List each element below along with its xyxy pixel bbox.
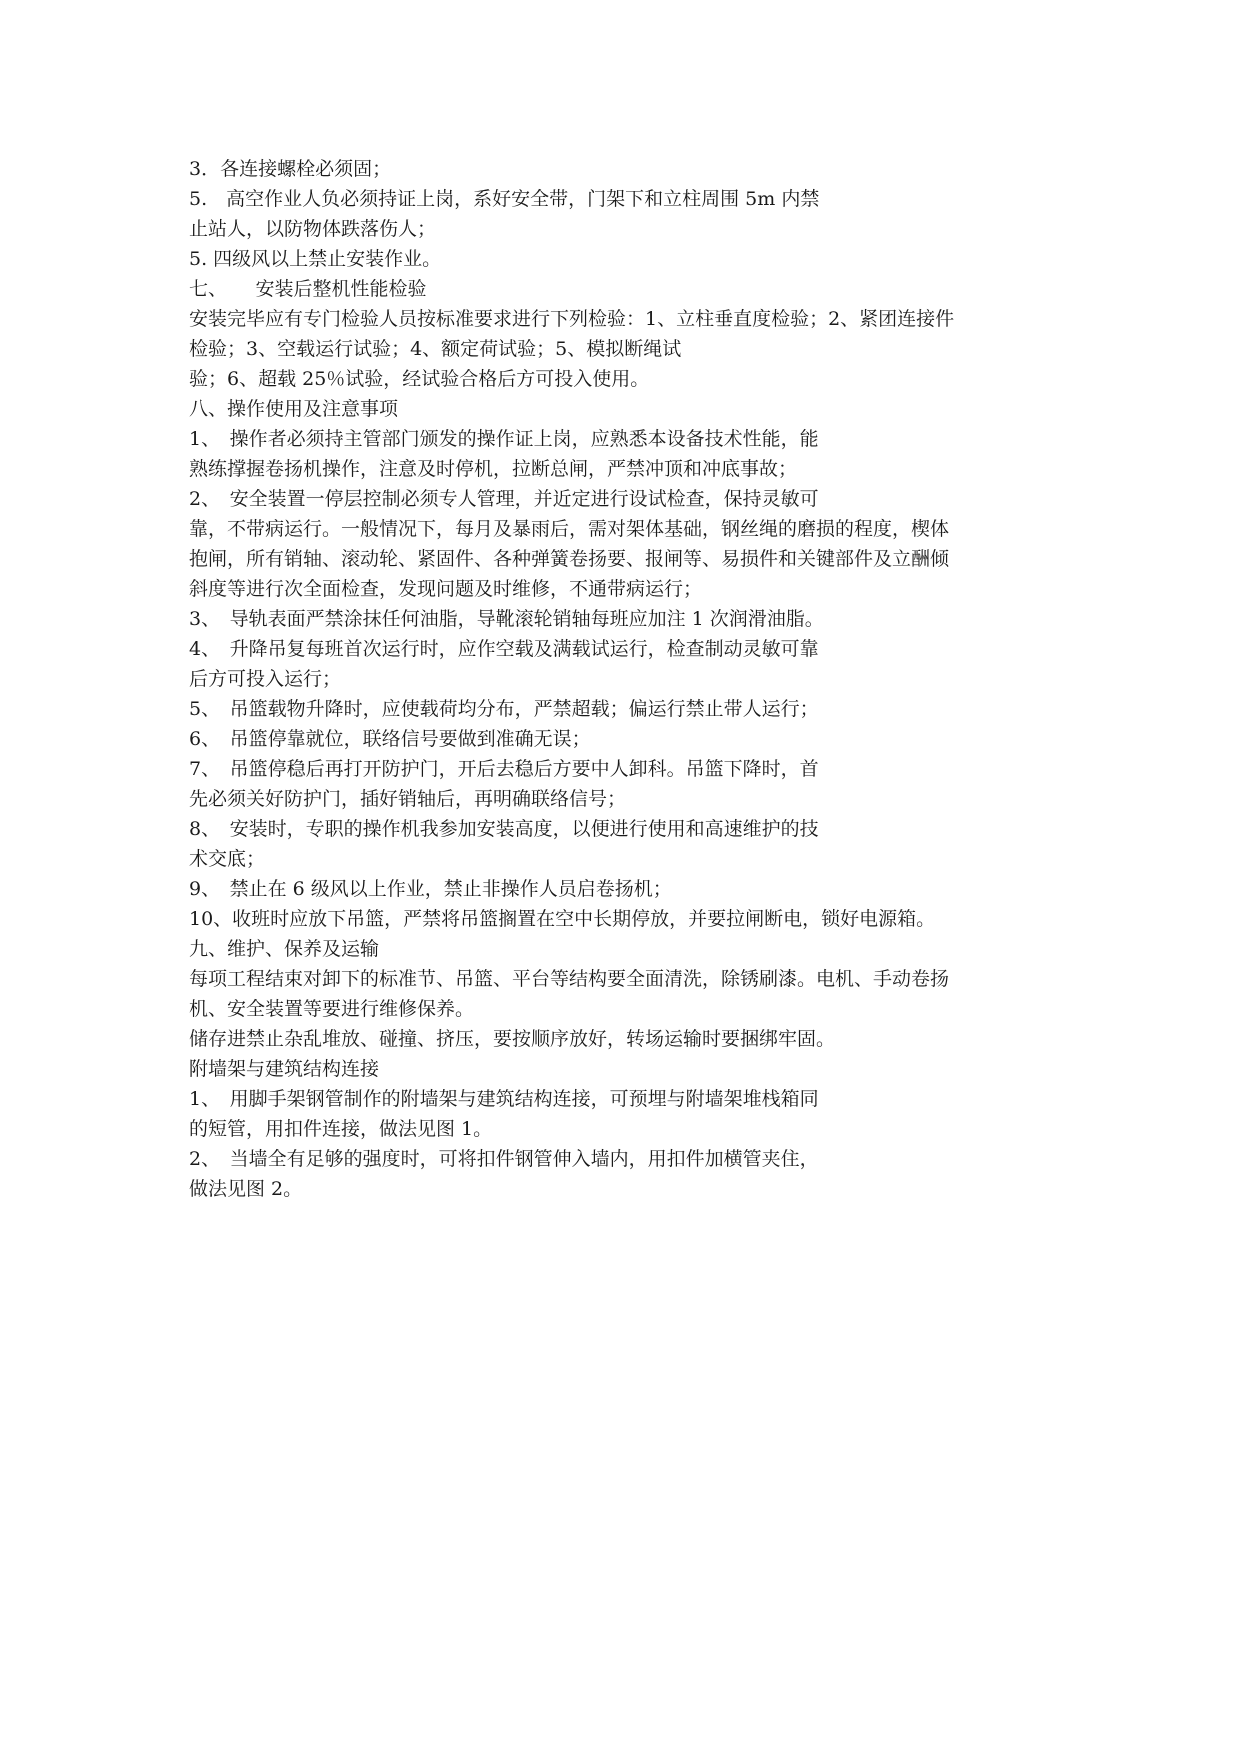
- text-line: 7、 吊篮停稳后再打开防护门，开后去稳后方要中人卸科。吊篮下降时，首: [189, 758, 819, 780]
- section-heading: 七、 安装后整机性能检验: [189, 278, 427, 300]
- text-line: 储存进禁止杂乱堆放、碰撞、挤压，要按顺序放好，转场运输时要捆绑牢固。: [189, 1028, 836, 1050]
- section-heading: 八、操作使用及注意事项: [189, 398, 399, 420]
- text-line: 3、 导轨表面严禁涂抹任何油脂，导靴滚轮销轴每班应加注 1 次润滑油脂。: [189, 608, 824, 630]
- text-line: 5. 高空作业人负必须持证上岗，系好安全带，门架下和立柱周围 5m 内禁: [189, 188, 820, 210]
- section-heading: 附墙架与建筑结构连接: [189, 1058, 380, 1080]
- text-line: 1、 用脚手架钢管制作的附墙架与建筑结构连接，可预埋与附墙架堆栈箱同: [189, 1088, 819, 1110]
- text-line: 熟练撑握卷扬机操作，注意及时停机，拉断总闸，严禁冲顶和冲底事故；: [189, 458, 798, 480]
- text-line: 3．各连接螺栓必须固；: [189, 158, 392, 180]
- text-line: 斜度等进行次全面检查，发现问题及时维修，不通带病运行；: [189, 578, 703, 600]
- text-line: 安装完毕应有专门检验人员按标准要求进行下列检验：1、立柱垂直度检验；2、紧团连接件: [189, 308, 955, 330]
- text-line: 5. 四级风以上禁止安装作业。: [189, 248, 442, 270]
- text-line: 抱闸，所有销轴、滚动轮、紧固件、各种弹簧卷扬要、报闸等、易损件和关键部件及立酬倾: [189, 548, 950, 570]
- text-line: 6、 吊篮停靠就位，联络信号要做到准确无误；: [189, 728, 591, 750]
- text-line: 8、 安装时，专职的操作机我参加安装高度，以便进行使用和高速维护的技: [189, 818, 819, 840]
- text-line: 10、收班时应放下吊篮，严禁将吊篮搁置在空中长期停放，并要拉闸断电，锁好电源箱。: [189, 908, 936, 930]
- text-line: 9、 禁止在 6 级风以上作业，禁止非操作人员启卷扬机；: [189, 878, 672, 900]
- section-heading: 九、维护、保养及运输: [189, 938, 380, 960]
- text-line: 5、 吊篮载物升降时，应使载荷均分布，严禁超载；偏运行禁止带人运行；: [189, 698, 819, 720]
- text-line: 做法见图 2。: [189, 1178, 303, 1200]
- text-line: 后方可投入运行；: [189, 668, 342, 690]
- text-line: 检验；3、空载运行试验；4、额定荷试验；5、模拟断绳试: [189, 338, 682, 360]
- text-line: 2、 当墙全有足够的强度时，可将扣件钢管伸入墙内，用扣件加横管夹住，: [189, 1148, 819, 1170]
- text-line: 2、 安全装置一停层控制必须专人管理，并近定进行设试检查，保持灵敏可: [189, 488, 819, 510]
- text-line: 1、 操作者必须持主管部门颁发的操作证上岗，应熟悉本设备技术性能，能: [189, 428, 819, 450]
- text-line: 术交底；: [189, 848, 266, 870]
- text-line: 先必须关好防护门，插好销轴后，再明确联络信号；: [189, 788, 627, 810]
- document-body: [189, 154, 1089, 1204]
- text-line: 靠，不带病运行。一般情况下，每月及暴雨后，需对架体基础，钢丝绳的磨损的程度，楔体: [189, 518, 950, 540]
- text-line: 4、 升降吊复每班首次运行时，应作空载及满载试运行，检查制动灵敏可靠: [189, 638, 819, 660]
- text-line: 止站人，以防物体跌落伤人；: [189, 218, 437, 240]
- text-line: 的短管，用扣件连接，做法见图 1。: [189, 1118, 493, 1140]
- text-line: 验；6、超载 25％试验，经试验合格后方可投入使用。: [189, 368, 650, 390]
- text-line: 每项工程结束对卸下的标准节、吊篮、平台等结构要全面清洗，除锈刷漆。电机、手动卷扬: [189, 968, 950, 990]
- text-line: 机、安全装置等要进行维修保养。: [189, 998, 475, 1020]
